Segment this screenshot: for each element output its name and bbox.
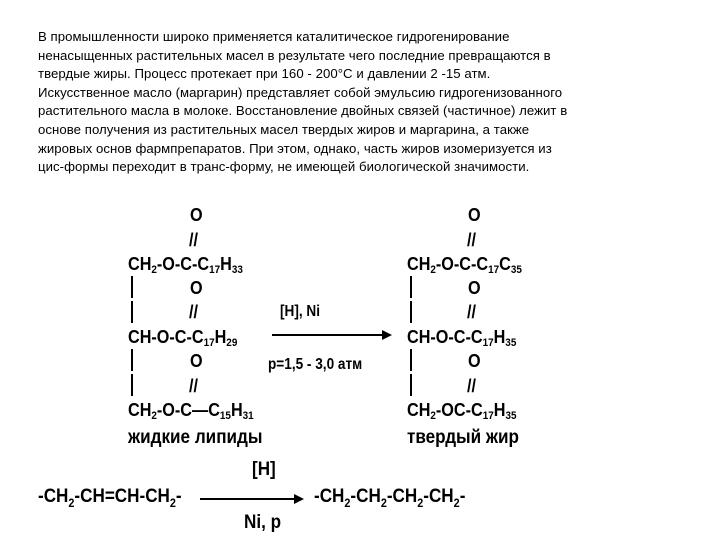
description-paragraph bbox=[38, 28, 698, 177]
right-vertical-bond-2 bbox=[410, 301, 412, 323]
left-vertical-bond-3 bbox=[131, 349, 133, 371]
right-oxygen-2: O bbox=[468, 278, 481, 298]
right-vertical-bond-4 bbox=[410, 374, 412, 396]
left-label: жидкие липиды bbox=[128, 427, 263, 448]
right-double-bond-1: // bbox=[467, 230, 477, 250]
paragraph-line: цис-формы переходит в транс-форму, не имеющей биологической значимости. bbox=[38, 159, 530, 175]
paragraph-line: В промышленности широко применяется каталитическое гидрогенирование bbox=[38, 29, 510, 44]
left-vertical-bond-1 bbox=[131, 276, 133, 298]
right-row-3: $CH_2-OC-C_{17}H_{35}$ bbox=[407, 400, 517, 422]
bottom-catalyst: Ni, p bbox=[244, 512, 282, 533]
paragraph-line: основе получения из растительных масел твердых жиров и маргарина, а также bbox=[38, 121, 530, 137]
bottom-reactant: $-CH_2-CH=CH-CH_2-$ bbox=[38, 486, 182, 510]
left-double-bond-1: // bbox=[189, 230, 199, 250]
reaction-arrow bbox=[272, 334, 384, 336]
right-row-2: $CH-O-C-C_{17}H_{35}$ bbox=[407, 327, 517, 349]
left-row-2: $CH-O-C-C_{17}H_{29}$ bbox=[128, 327, 238, 349]
left-oxygen-3: O bbox=[190, 351, 203, 371]
bottom-arrow bbox=[200, 498, 296, 500]
left-double-bond-3: // bbox=[189, 376, 199, 396]
left-row-3: $CH_2-O-C—C_{15}H_{31}$ bbox=[128, 400, 254, 422]
catalyst-condition: [H], Ni bbox=[280, 303, 321, 320]
left-vertical-bond-4 bbox=[131, 374, 133, 396]
left-vertical-bond-2 bbox=[131, 301, 133, 323]
right-oxygen-3: O bbox=[468, 351, 481, 371]
right-double-bond-3: // bbox=[467, 376, 477, 396]
paragraph-line: растительного масла в молоке. Восстановление двойных связей (частичное) лежит в bbox=[38, 103, 568, 119]
left-double-bond-2: // bbox=[189, 302, 199, 322]
paragraph-line: ненасыщенных растительных масел в результате чего последние превращаются в bbox=[38, 47, 551, 63]
pressure-condition: p=1,5 - 3,0 атм bbox=[268, 356, 363, 373]
left-oxygen-2: O bbox=[190, 278, 203, 298]
right-vertical-bond-1 bbox=[410, 276, 412, 298]
right-double-bond-2: // bbox=[467, 302, 477, 322]
right-vertical-bond-3 bbox=[410, 349, 412, 371]
reaction-arrow-head bbox=[382, 330, 392, 340]
paragraph-line: твердые жиры. Процесс протекает при 160 - 200°С и давлении 2 -15 атм. bbox=[38, 66, 491, 82]
right-oxygen-1: O bbox=[468, 205, 481, 225]
paragraph-line: Искусственное масло (маргарин) представляет собой эмульсию гидрогенизованного bbox=[38, 84, 563, 100]
paragraph-line: жировых основ фармпрепаратов. При этом, однако, часть жиров изомеризуется из bbox=[38, 140, 552, 156]
right-label: твердый жир bbox=[407, 427, 519, 448]
right-row-1: $CH_2-O-C-C_{17}C_{35}$ bbox=[407, 254, 522, 276]
bottom-reagent: [H] bbox=[252, 459, 276, 480]
left-row-1: $CH_2-O-C-C_{17}H_{33}$ bbox=[128, 254, 243, 276]
bottom-product: $-CH_2-CH_2-CH_2-CH_2-$ bbox=[314, 486, 466, 510]
bottom-arrow-head bbox=[294, 494, 304, 504]
left-oxygen-1: O bbox=[190, 205, 203, 225]
